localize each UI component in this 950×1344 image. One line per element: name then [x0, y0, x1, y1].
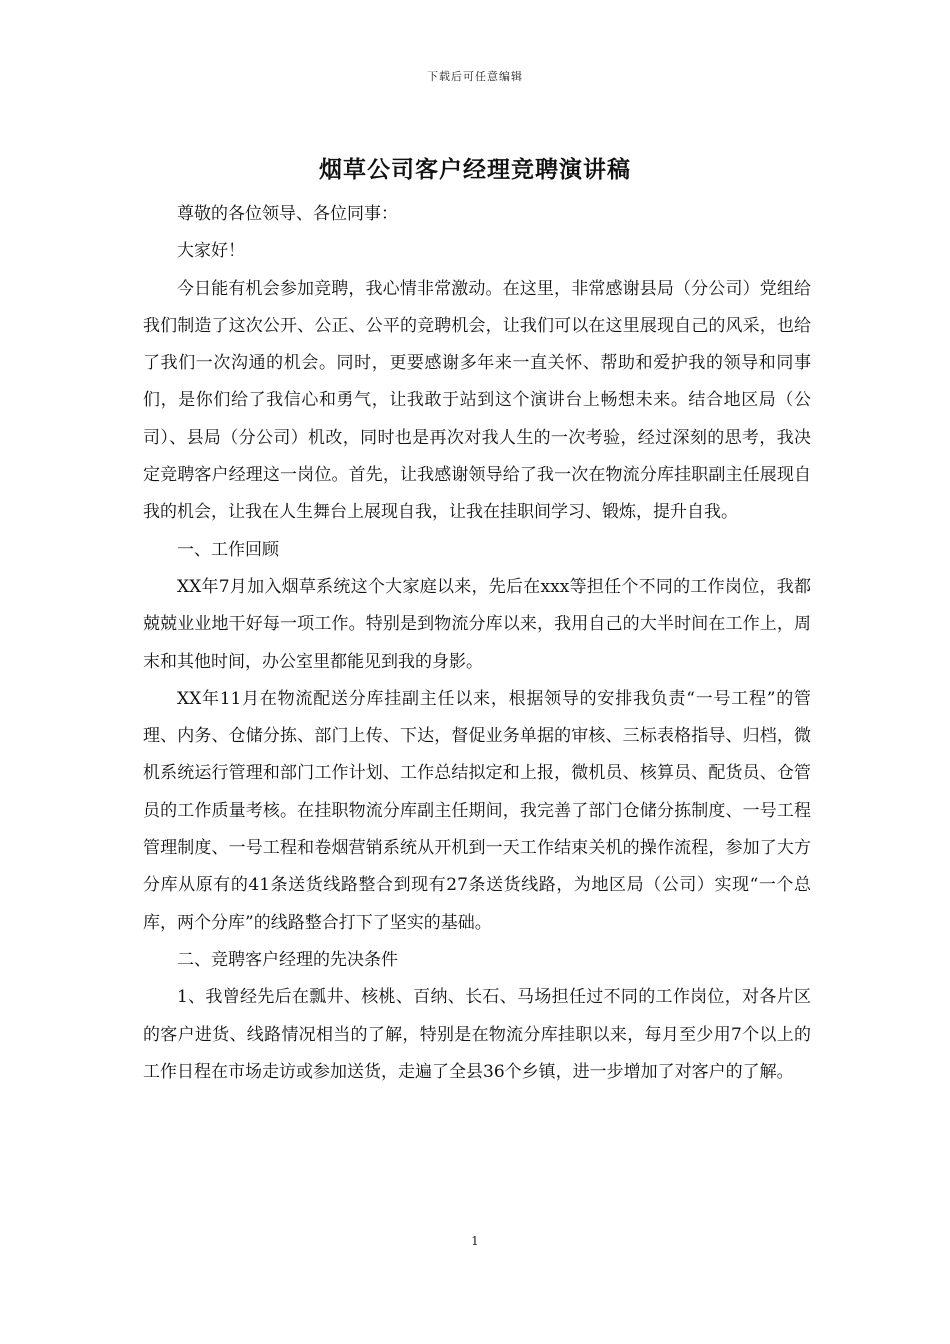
section-heading-prerequisites: 二、竞聘客户经理的先决条件	[177, 949, 398, 970]
prerequisite-item-1: 1、我曾经先后在瓢井、核桃、百纳、长石、马场担任过不同的工作岗位，对各片区的客户进货、线路情况相当的了解，特别是在物流分库挂职以来，每月至少用7个以上的工作日程在市场走访或参加送货，走遍了全县36个乡镇，进一步增加了对客户的了解。	[143, 987, 811, 1082]
section-heading-work-review: 一、工作回顾	[177, 539, 279, 560]
work-review-paragraph-1: XX年7月加入烟草系统这个大家庭以来，先后在xxx等担任个不同的工作岗位，我都兢兢业业地干好每一项工作。特别是到物流分库以来，我用自己的大半时间在工作上，周末和其他时间，办公室里都能见到我的身影。	[143, 576, 811, 672]
document-title: 烟草公司客户经理竞聘演讲稿	[319, 156, 631, 183]
page-header-note: 下载后可任意编辑	[427, 70, 523, 83]
work-review-paragraph-2: XX年11月在物流配送分库挂副主任以来，根据领导的安排我负责“一号工程”的管理、内务、仓储分拣、部门上传、下达，督促业务单据的审核、三标表格指导、归档，微机系统运行管理和部门工作计划、工作总结拟定和上报，微机员、核算员、配货员、仓管员的工作质量考核。在挂职物流分库副主任期间，我完善了部门仓储分拣制度、一号工程管理制度、一号工程和卷烟营销系统从开机到一天工作结束关机的操作流程，参加了大方分库从原有的41条送货线路整合到现有27条送货线路，为地区局（公司）实现“一个总库，两个分库”的线路整合打下了坚实的基础。	[143, 688, 811, 933]
greeting: 大家好！	[177, 241, 245, 262]
intro-paragraph: 今日能有机会参加竞聘，我心情非常激动。在这里，非常感谢县局（分公司）党组给我们制造了这次公开、公正、公平的竞聘机会，让我们可以在这里展现自己的风采，也给了我们一次沟通的机会。同时，更要感谢多年来一直关怀、帮助和爱护我的领导和同事们，是你们给了我信心和勇气，让我敢于站到这个演讲台上畅想未来。结合地区局（公司）、县局（分公司）机改，同时也是再次对我人生的一次考验，经过深刻的思考，我决定竞聘客户经理这一岗位。首先，让我感谢领导给了我一次在物流分库挂职副主任展现自我的机会，让我在人生舞台上展现自我，让我在挂职间学习、锻炼，提升自我。	[143, 278, 811, 523]
document-body	[143, 196, 811, 1091]
page-number: 1	[471, 1234, 479, 1248]
salutation: 尊敬的各位领导、各位同事：	[177, 204, 398, 224]
